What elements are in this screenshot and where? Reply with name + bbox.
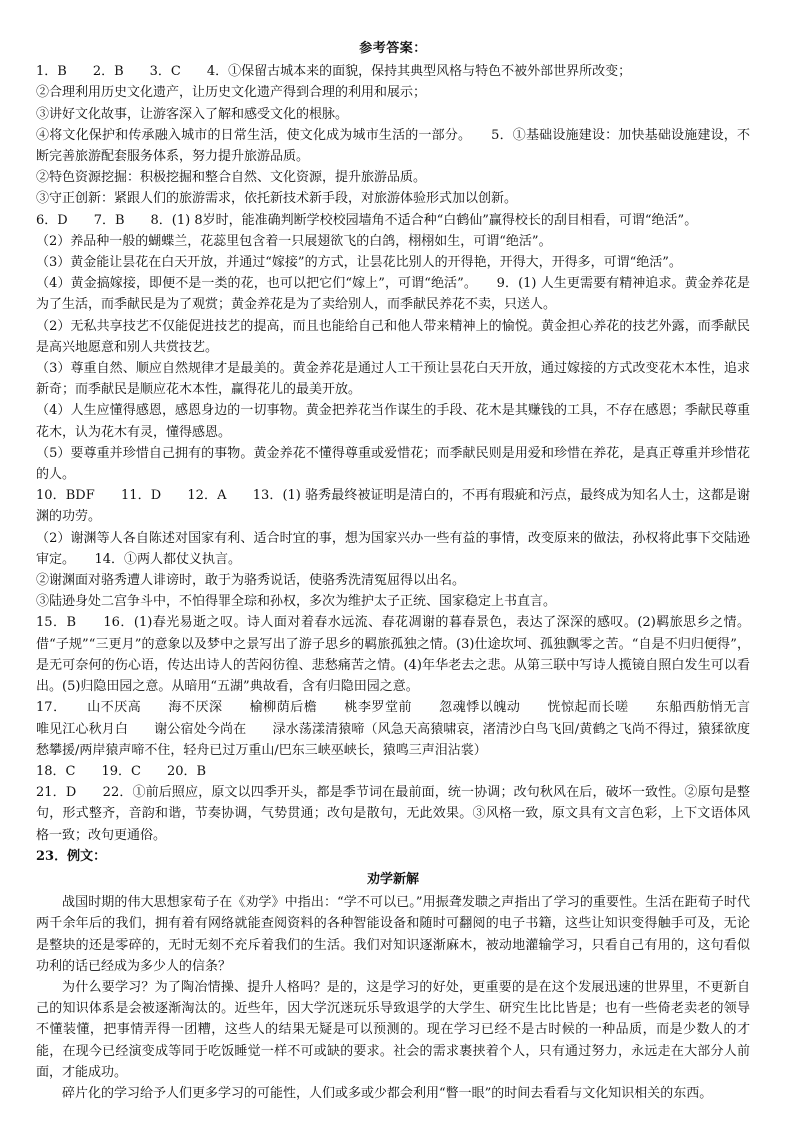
essay-paragraph: 为什么要学习？为了陶冶情操、提升人格吗？是的，这是学习的好处，更重要的是在这个发展迅速的世界里，不更新自己的知识体系是会被逐渐淘汰的。近些年，因大学沉迷玩乐导致退学的大学生、研究生比比皆是；也有一些倚老卖老的领导不懂装懂，把事情弄得一团糟，这些人的结果无疑是可以预测的。现在学习已经不是古时候的一种品质，而是少数人的才能，在现今已经演变成等同于吃饭睡觉一样不可或缺的要求。社会的需求裹挟着个人，只有通过努力，永远走在大部分人前面，才能成功。 xyxy=(36,979,750,1080)
answer-line: 6．D 7．B 8．(1) 8岁时，能准确判断学校校园墙角不适合种“白鹤仙”赢得校长的刮目相看，可谓“绝活”。 xyxy=(36,212,698,228)
answer-line: （3）尊重自然、顺应自然规律才是最美的。黄金养花是通过人工干预让昙花白天开放，通过嫁接的方式改变花木本性，追求新奇；而季献民是顺应花木本性，赢得花儿的最美开放。 xyxy=(36,361,750,398)
answer-line: 15．B 16．(1)春光易逝之叹。诗人面对着春水远流、春花凋谢的暮春景色，表达了深深的感叹。(2)羁旅思乡之情。借“子规”“三更月”的意象以及梦中之景写出了游子思乡的羁旅孤独之情。(3)仕途坎坷、孤独飘零之苦。“自是不归归便得”，是无可奈何的伤心语，传达出诗人的苦闷彷徨、悲愁痛苦之情。(4)年华老去之悲。从第三联中写诗人揽镜自照白发生可以看出。(5)归隐田园之意。从暗用“五湖”典故看，含有归隐田园之意。 xyxy=(36,615,750,695)
answer-line: ③守正创新：紧跟人们的旅游需求，依托新技术新手段，对旅游体验形式加以创新。 xyxy=(36,191,518,207)
answer-line: （2）无私共享技艺不仅能促进技艺的提高，而且也能给自己和他人带来精神上的愉悦。黄金担心养花的技艺外露，而季献民是高兴地愿意和别人共赏技艺。 xyxy=(36,318,750,355)
answer-line: ②合理利用历史文化遗产，让历史文化遗产得到合理的利用和展示； xyxy=(36,85,427,101)
essay-paragraph: 战国时期的伟大思想家荀子在《劝学》中指出：“学不可以已。”用振聋发聩之声指出了学习的重要性。生活在距荀子时代两千余年后的我们，拥有着有网络就能查阅资料的各种智能设备和随时可翻阅的电子书籍，这些让知识变得触手可及，无论是整块的还是零碎的，无时无刻不充斥着我们的生活。我们对知识逐渐麻木，被动地灌输学习，只看自己有用的，这句看似功利的话已经成为多少人的信条？ xyxy=(36,895,750,974)
answer-line: ④将文化保护和传承融入城市的日常生活，使文化成为城市生活的一部分。 5．①基础设施建设：加快基础设施建设，不断完善旅游配套服务体系，努力提升旅游品质。 xyxy=(36,127,750,165)
essay-label: 23．例文： xyxy=(36,848,107,864)
answer-line: ②谢渊面对骆秀遭人诽谤时，敢于为骆秀说话，使骆秀洗清冤屈得以出名。 xyxy=(36,573,466,589)
answers-section xyxy=(36,61,777,846)
essay-title: 劝学新解 xyxy=(366,871,419,887)
answer-line: （4）人生应懂得感恩，感恩身边的一切事物。黄金把养花当作谋生的手段、花木是其赚钱的工具，不存在感恩；季献民尊重花木，认为花木有灵，懂得感恩。 xyxy=(36,403,750,440)
answer-line: 10．BDF 11．D 12．A 13．(1) 骆秀最终被证明是清白的，不再有瑕疵和污点，最终成为知名人士，这都是谢渊的功劳。 xyxy=(36,488,750,525)
answer-line: （2）谢渊等人各自陈述对国家有利、适合时宜的事，想为国家兴办一些有益的事情，改变原来的做法，孙权将此事下交陆逊审定。 14．①两人都仗义执言。 xyxy=(36,530,750,567)
answer-line: ③陆逊身处二宫争斗中，不怕得罪全琮和孙权，多次为维护太子正统、国家稳定上书直言。 xyxy=(36,594,557,610)
answer-line: （4）黄金搞嫁接，即便不是一类的花，也可以把它们“嫁上”，可谓“绝活”。 9．(1) 人生更需要有精神追求。黄金养花是为了生活，而季献民是为了观赏；黄金养花是为了卖给别人，而季献民养花不卖，只送人。 xyxy=(36,276,750,313)
answer-line: 21．D 22．①前后照应，原文以四季开头，都是季节词在最前面，统一协调；改句秋风在后，破坏一致性。②原句是整句，形式整齐，音韵和谐，节奏协调，气势贯通；改句是散句，无此效果。③风格一致，原文具有文言色彩，上下文语体风格一致；改句更通俗。 xyxy=(36,785,750,843)
answer-line: （2）养品种一般的蝴蝶兰，花蕊里包含着一只展翅欲飞的白鸽，栩栩如生，可谓“绝活”。 xyxy=(36,233,552,249)
answer-line: 17． 山不厌高 海不厌深 榆柳荫后檐 桃李罗堂前 忽魂悸以魄动 恍惊起而长嗟 东船西舫悄无言 唯见江心秋月白 谢公宿处今尚在 渌水荡漾清猿啼（风急天高猿啸哀，渚清沙白鸟飞回/黄鹤之飞尚不得过，猿猱欲度愁攀援/两岸猿声啼不住，轻舟已过万重山/巴东三峡巫峡长，猿鸣三声泪沾裳） xyxy=(36,700,777,758)
answer-line: ②特色资源挖掘：积极挖掘和整合自然、文化资源，提升旅游品质。 xyxy=(36,170,427,186)
answer-line: ③讲好文化故事，让游客深入了解和感受文化的根脉。 xyxy=(36,106,349,122)
page-title: 参考答案： xyxy=(359,41,427,56)
answer-line: 1．B 2．B 3．C 4．①保留古城本来的面貌，保持其典型风格与特色不被外部世界所改变； xyxy=(36,64,632,80)
answer-line: （3）黄金能让昙花在白天开放，并通过“嫁接”的方式，让昙花比别人的开得艳，开得大，开得多，可谓“绝活”。 xyxy=(36,255,682,271)
answer-line: （5）要尊重并珍惜自己拥有的事物。黄金养花不懂得尊重或爱惜花；而季献民则是用爱和珍惜在养花，是真正尊重并珍惜花的人。 xyxy=(36,445,750,483)
essay-paragraph: 碎片化的学习给予人们更多学习的可能性，人们或多或少都会利用“瞥一眼”的时间去看看与文化知识相关的东西。 xyxy=(62,1085,713,1101)
essay-section xyxy=(36,846,750,1104)
answer-line: 18．C 19．C 20．B xyxy=(36,763,207,779)
